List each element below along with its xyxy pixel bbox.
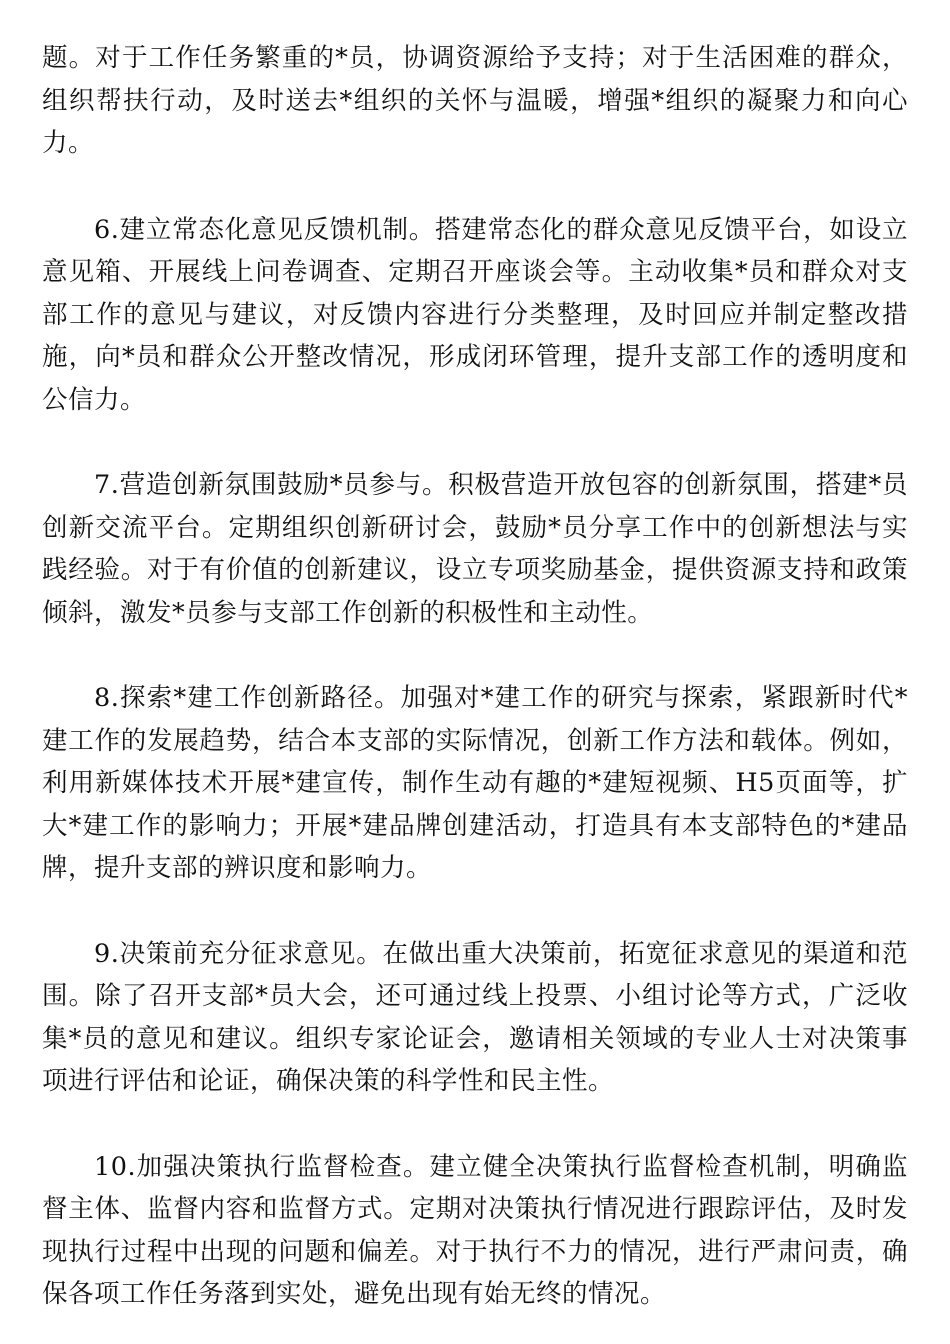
paragraph-item-8: 8.探索*建工作创新路径。加强对*建工作的研究与探索，紧跟新时代*建工作的发展趋势，结合本支部的实际情况，创新工作方法和载体。例如，利用新媒体技术开展*建宣传，制作生动有趣的*建短视频、H5页面等，扩大*建工作的影响力；开展*建品牌创建活动，打造具有本支部特色的*建品牌，提升支部的辨识度和影响力。 bbox=[42, 683, 908, 883]
paragraph-item-7: 7.营造创新氛围鼓励*员参与。积极营造开放包容的创新氛围，搭建*员创新交流平台。定期组织创新研讨会，鼓励*员分享工作中的创新想法与实践经验。对于有价值的创新建议，设立专项奖励基金，提供资源支持和政策倾斜，激发*员参与支部工作创新的积极性和主动性。 bbox=[42, 470, 908, 628]
paragraph-item-6: 6.建立常态化意见反馈机制。搭建常态化的群众意见反馈平台，如设立意见箱、开展线上问卷调查、定期召开座谈会等。主动收集*员和群众对支部工作的意见与建议，对反馈内容进行分类整理，及时回应并制定整改措施，向*员和群众公开整改情况，形成闭环管理，提升支部工作的透明度和公信力。 bbox=[42, 214, 908, 415]
paragraph-item-10: 10.加强决策执行监督检查。建立健全决策执行监督检查机制，明确监督主体、监督内容和监督方式。定期对决策执行情况进行跟踪评估，及时发现执行过程中出现的问题和偏差。对于执行不力的情况，进行严肃问责，确保各项工作任务落到实处，避免出现有始无终的情况。 bbox=[42, 1151, 908, 1309]
paragraph-item-9: 9.决策前充分征求意见。在做出重大决策前，拓宽征求意见的渠道和范围。除了召开支部*员大会，还可通过线上投票、小组讨论等方式，广泛收集*员的意见和建议。组织专家论证会，邀请相关领域的专业人士对决策事项进行评估和论证，确保决策的科学性和民主性。 bbox=[42, 938, 908, 1096]
paragraph-continuation: 题。对于工作任务繁重的*员，协调资源给予支持；对于生活困难的群众，组织帮扶行动，及时送去*组织的关怀与温暖，增强*组织的凝聚力和向心力。 bbox=[42, 43, 908, 158]
